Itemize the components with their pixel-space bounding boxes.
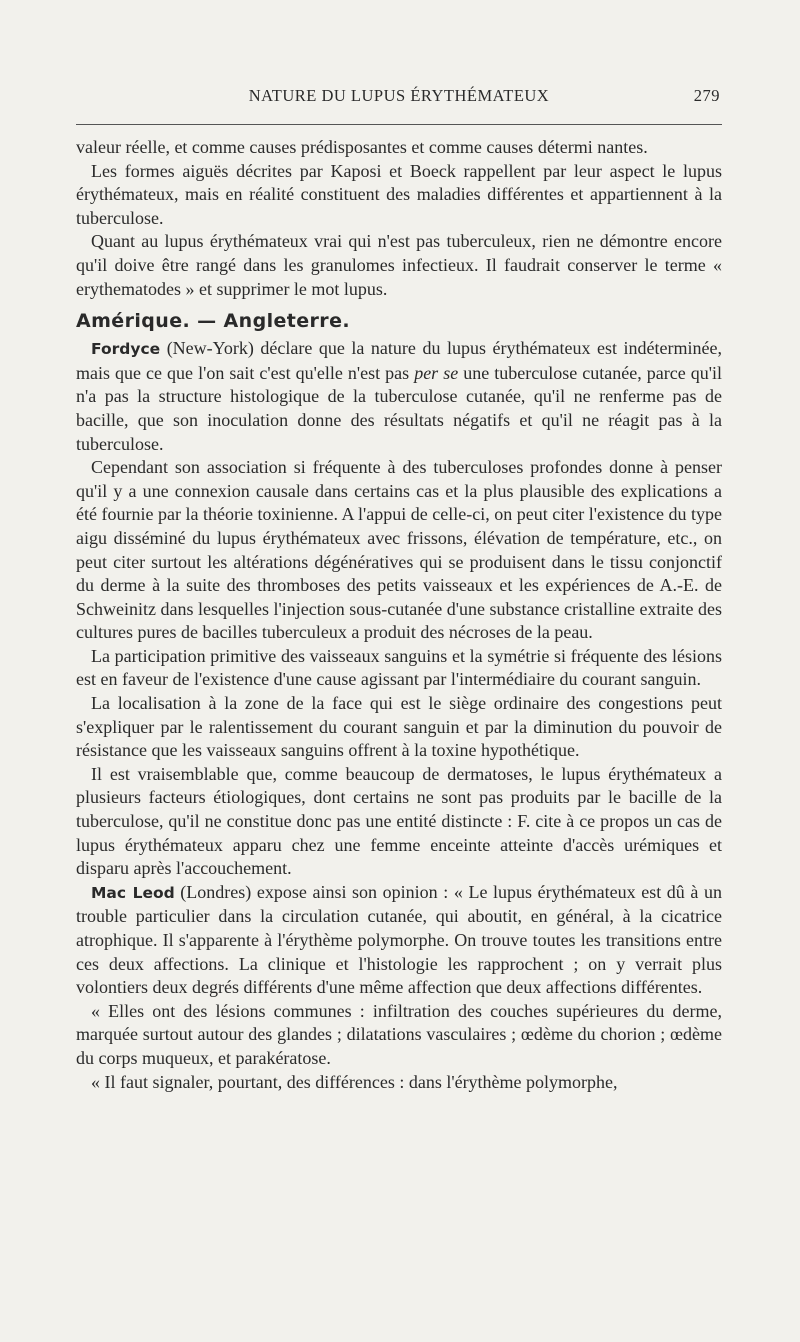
paragraph: « Il faut signaler, pourtant, des différences : dans l'érythème polymorphe,	[91, 1071, 618, 1092]
paragraph-text: une tuberculose cutanée, parce qu'il n'a pas la structure histologique de la tuberculose cutanée, qu'il ne renferme pas de bacille, que son inoculation donne des résultats négatifs et qu'il ne réagit pas à la tuberculose.	[76, 362, 722, 454]
paragraph: Il est vraisemblable que, comme beaucoup de dermatoses, le lupus érythémateux a plusieurs facteurs étiologiques, dont certains ne sont pas produits par le bacille de la tuberculose, qu'il ne constitue donc pas une entité distincte : F. cite à ce propos un cas de lupus érythémateux apparu chez une femme enceinte atteinte d'accès urémiques et disparu après l'accouchement.	[76, 763, 722, 879]
paragraph: valeur réelle, et comme causes prédisposantes et comme causes détermi nantes.	[76, 137, 648, 157]
author-name: Fordyce	[91, 340, 161, 359]
paragraph: Les formes aiguës décrites par Kaposi et Boeck rappellent par leur aspect le lupus érythémateux, mais en réalité constituent des maladies différentes et appartiennent à la tuberculose.	[76, 160, 722, 228]
paragraph-text: (New-York) déclare que la nature du lupus érythémateux est indéterminée, mais que ce que l'on sait c'est qu'elle n'est pas	[76, 338, 722, 383]
running-head	[76, 86, 722, 110]
header-rule	[76, 124, 722, 125]
paragraph: La localisation à la zone de la face qui est le siège ordinaire des congestions peut s'expliquer par le ralentissement du courant sanguin et par la diminution du pouvoir de résistance que les vaisseaux sanguins offrent à la toxine hypothétique.	[76, 693, 722, 761]
paragraph: Quant au lupus érythémateux vrai qui n'est pas tuberculeux, rien ne démontre encore qu'il doive être rangé dans les granulomes infectieux. Il faudrait conserver le terme « erythematodes » et supprimer le mot lupus.	[76, 231, 722, 299]
paragraph-text: (Londres) expose ainsi son opinion : « Le lupus érythémateux est dû à un trouble particulier dans la circulation cutanée, qui aboutit, en général, à la cicatrice atrophique. Il s'apparente à l'érythème polymorphe. On trouve toutes les transitions entre ces deux affections. La clinique et l'histologie les rapprochent ; on y verrait plus volontiers deux degrés différents d'une même affection que deux affections différentes.	[76, 881, 722, 998]
paragraph	[76, 881, 722, 1000]
page-number: 279	[693, 86, 720, 105]
author-name: Mac Leod	[91, 883, 175, 902]
paragraph: « Elles ont des lésions communes : infiltration des couches supérieures du derme, marquée surtout autour des glandes ; dilatations vasculaires ; œdème du chorion ; œdème du corps muqueux, et parakératose.	[76, 1000, 722, 1068]
latin-phrase: per se	[414, 362, 459, 383]
running-title: NATURE DU LUPUS ÉRYTHÉMATEUX	[248, 86, 550, 105]
paragraph	[76, 337, 722, 456]
paragraph: Cependant son association si fréquente à des tuberculoses profondes donne à penser qu'il y a une connexion causale dans certains cas et la plus plausible des explications a été fournie par la théorie toxinienne. A l'appui de celle-ci, on peut citer l'existence du type aigu disséminé du lupus érythémateux avec frissons, élévation de température, etc., on peut citer surtout les altérations dégénératives qui se produisent dans le tissu conjonctif du derme à la suite des thromboses des petits vaisseaux et les expériences de A.-E. de Schweinitz dans lesquelles l'injection sous-cutanée d'une substance cristalline extraite des cultures pures de bacilles tuberculeux a produit des nécroses de la peau.	[76, 457, 722, 643]
body-text	[76, 136, 722, 1094]
paragraph: La participation primitive des vaisseaux sanguins et la symétrie si fréquente des lésions est en faveur de l'existence d'une cause agissant par l'intermédiaire du courant sanguin.	[76, 645, 722, 690]
section-heading: Amérique. — Angleterre.	[76, 310, 350, 333]
